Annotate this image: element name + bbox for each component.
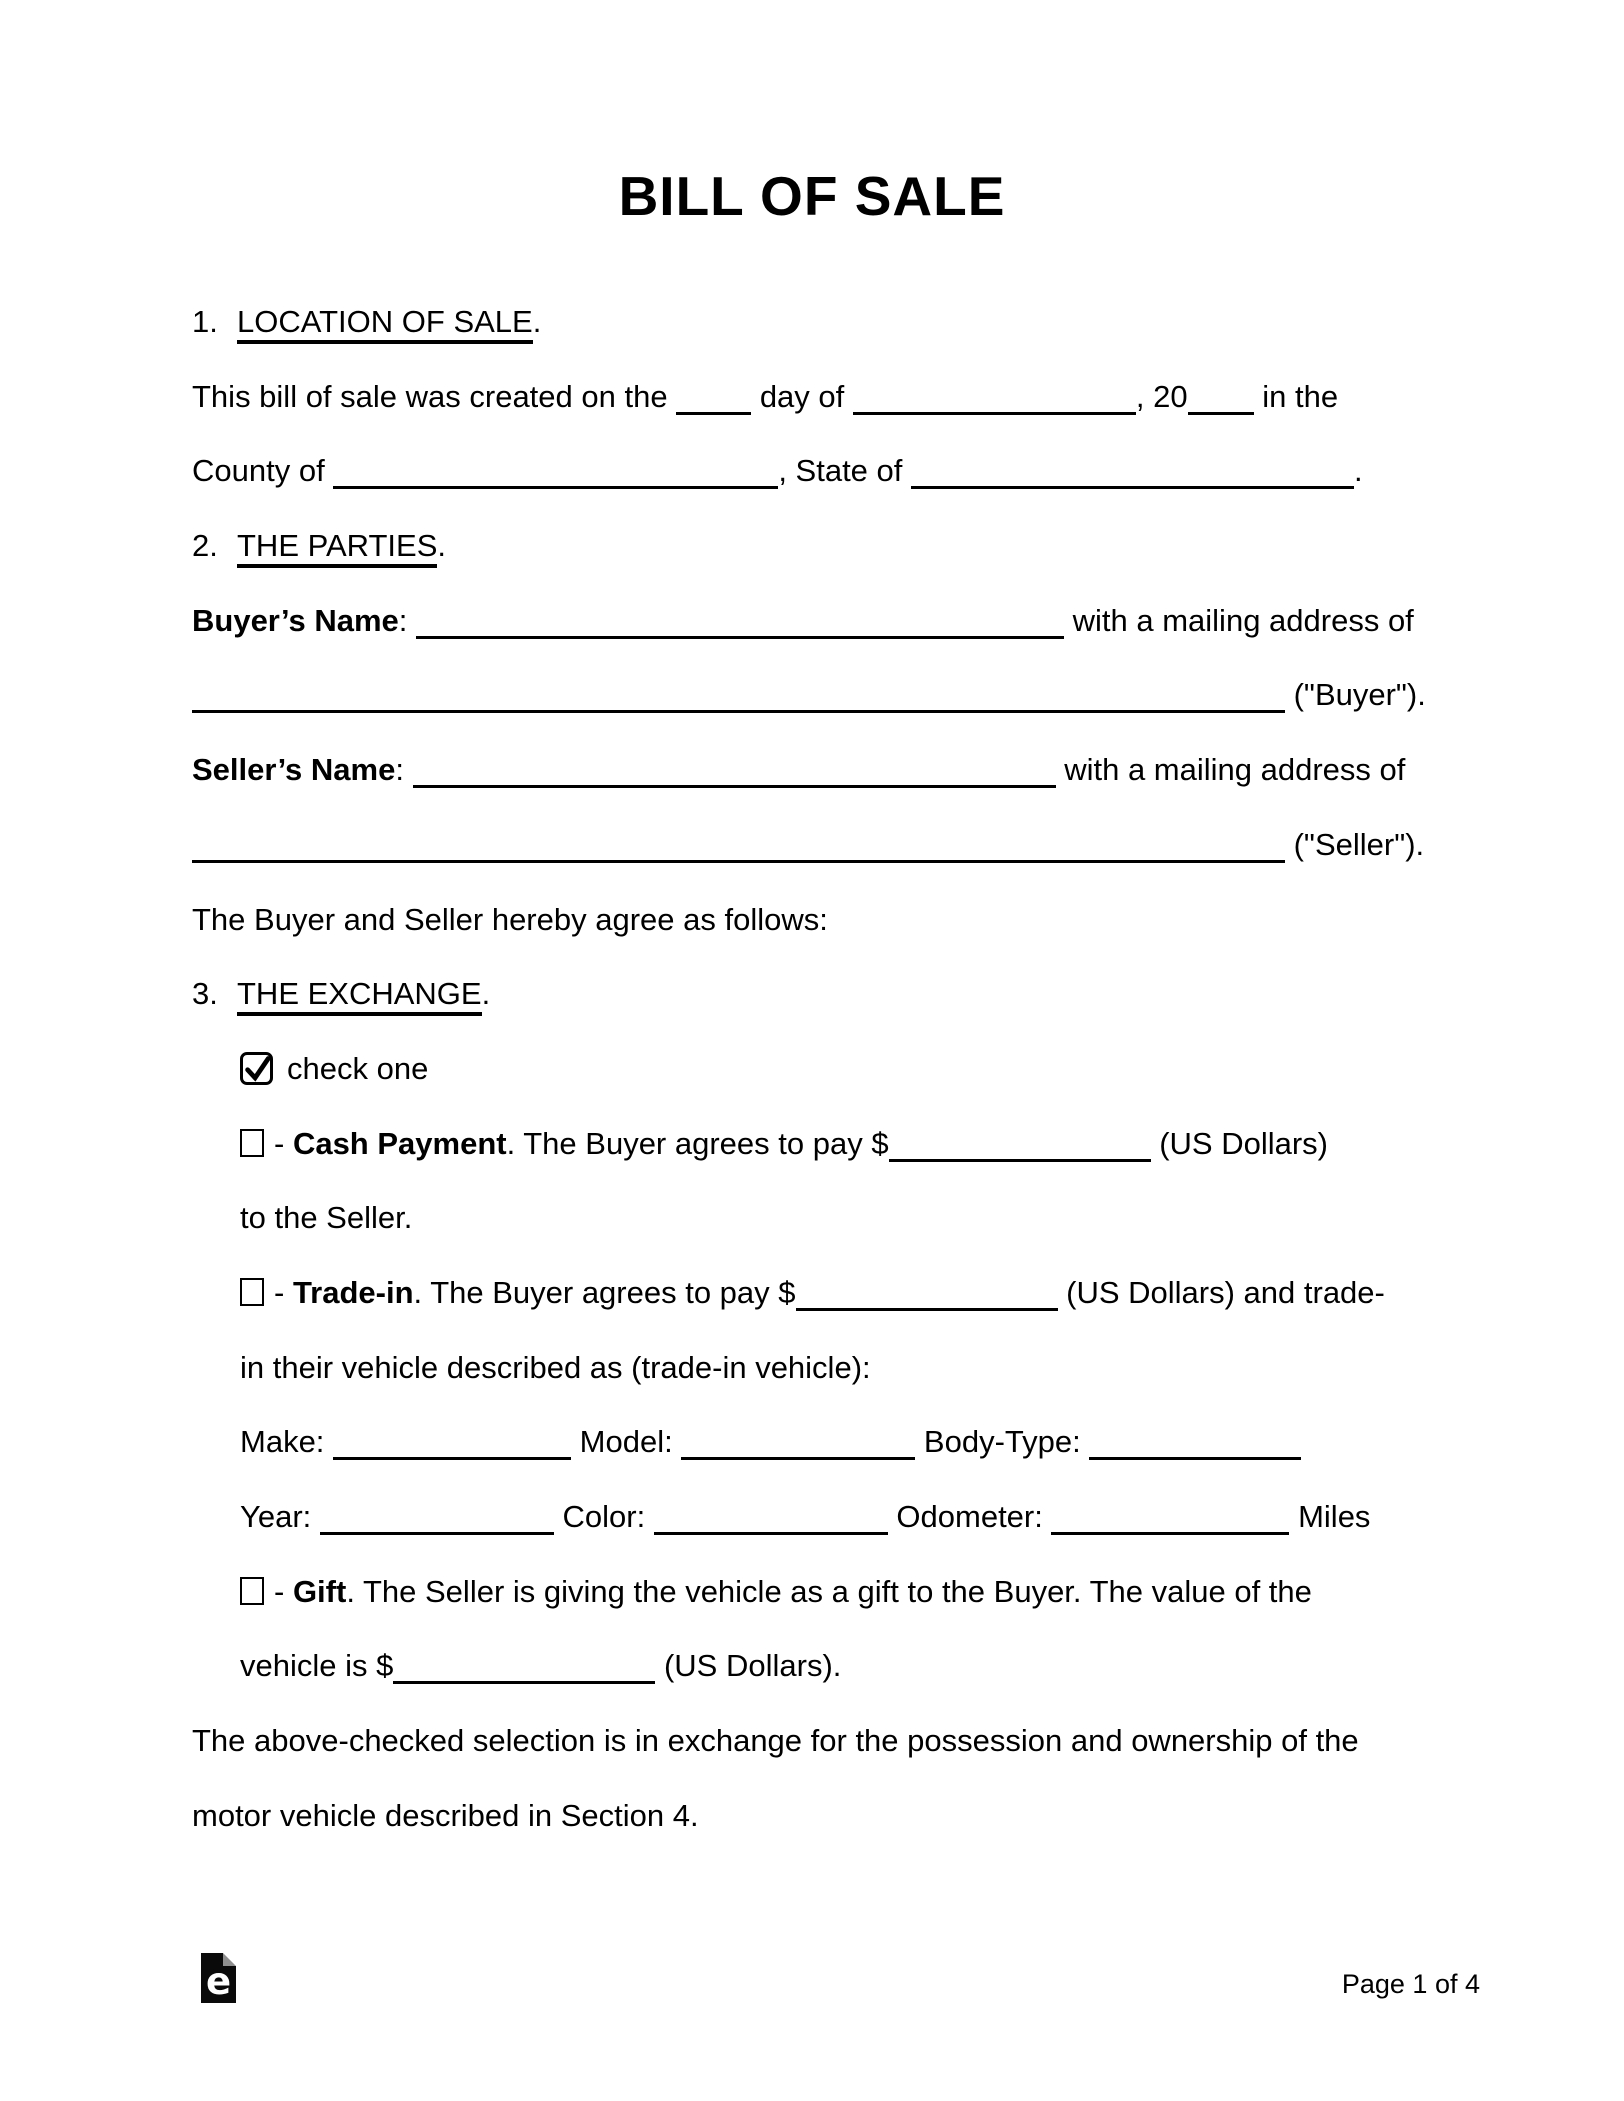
text-segment: . The Seller is giving the vehicle as a gift to the Buyer. The value of the bbox=[346, 1573, 1312, 1609]
line-buyer-address bbox=[192, 658, 1462, 733]
checkbox-unchecked[interactable] bbox=[240, 1577, 264, 1605]
line-make-model-bodytype bbox=[192, 1405, 1462, 1480]
fill-in-blank[interactable] bbox=[393, 1669, 655, 1684]
text-segment: . bbox=[1354, 453, 1363, 489]
fill-in-blank[interactable] bbox=[413, 773, 1056, 788]
check-icon bbox=[242, 1052, 272, 1085]
text-segment: with a mailing address of bbox=[1055, 752, 1406, 788]
line-created-date bbox=[192, 360, 1462, 435]
text-segment: County of bbox=[192, 453, 334, 489]
text-segment: with a mailing address of bbox=[1064, 602, 1414, 638]
text-segment: - bbox=[274, 1125, 293, 1161]
heading-the-parties bbox=[192, 509, 1462, 584]
text-segment: Seller’s Name bbox=[192, 752, 396, 788]
document-lines bbox=[192, 285, 1462, 1853]
line-check-one bbox=[192, 1032, 1462, 1107]
fill-in-blank[interactable] bbox=[796, 1296, 1058, 1311]
text-segment: 1. bbox=[192, 304, 218, 339]
text-segment: Year: bbox=[240, 1499, 320, 1534]
text-segment: The Buyer and Seller hereby agree as follows: bbox=[192, 901, 828, 937]
text-segment: Miles bbox=[1289, 1499, 1371, 1534]
text-segment: , 20 bbox=[1135, 378, 1188, 414]
text-segment: Trade-in bbox=[292, 1274, 414, 1310]
fill-in-blank[interactable] bbox=[654, 1520, 888, 1535]
text-segment: This bill of sale was created on the bbox=[192, 378, 677, 414]
text-segment: ("Buyer"). bbox=[1285, 677, 1426, 713]
text-segment: 2. bbox=[192, 528, 218, 564]
fill-in-blank[interactable] bbox=[853, 400, 1136, 415]
text-segment: Buyer’s Name bbox=[192, 602, 399, 638]
fill-in-blank[interactable] bbox=[676, 400, 751, 415]
text-segment: - bbox=[274, 1274, 293, 1310]
folded-corner-icon bbox=[223, 1953, 236, 1966]
line-gift-value bbox=[192, 1629, 1462, 1704]
text-segment: . The Buyer agrees to pay $ bbox=[413, 1274, 796, 1310]
text-segment: vehicle is $ bbox=[240, 1648, 394, 1684]
fill-in-blank[interactable] bbox=[1188, 400, 1254, 415]
text-segment: to the Seller. bbox=[240, 1200, 413, 1236]
line-agreement-intro bbox=[192, 883, 1462, 958]
fill-in-blank[interactable] bbox=[889, 1147, 1151, 1162]
text-segment: THE EXCHANGE bbox=[237, 976, 482, 1016]
text-segment: . bbox=[532, 304, 542, 339]
text-segment: Gift bbox=[292, 1573, 347, 1609]
text-segment: LOCATION OF SALE bbox=[237, 304, 533, 344]
text-segment: Model: bbox=[571, 1424, 682, 1460]
line-seller-name bbox=[192, 733, 1462, 808]
document-title: BILL OF SALE bbox=[618, 165, 1006, 227]
line-trade-in-vehicle bbox=[192, 1331, 1462, 1406]
text-segment: (US Dollars) bbox=[1150, 1125, 1328, 1161]
eforms-logo-letter: e bbox=[205, 1959, 232, 2003]
line-exchange-clause-1 bbox=[192, 1704, 1462, 1779]
fill-in-blank[interactable] bbox=[1089, 1445, 1301, 1460]
line-year-color-odometer bbox=[192, 1480, 1462, 1555]
fill-in-blank[interactable] bbox=[681, 1445, 915, 1460]
line-option-gift bbox=[192, 1555, 1462, 1630]
fill-in-blank[interactable] bbox=[333, 1445, 571, 1460]
text-segment: . bbox=[437, 528, 447, 564]
text-segment: ("Seller"). bbox=[1285, 826, 1425, 862]
text-segment: in the bbox=[1253, 378, 1339, 414]
line-county-state bbox=[192, 434, 1462, 509]
page-number-label: Page 1 of 4 bbox=[1341, 1969, 1480, 1999]
heading-the-exchange bbox=[192, 957, 1462, 1032]
text-segment: - bbox=[274, 1573, 293, 1609]
line-exchange-clause-2 bbox=[192, 1779, 1462, 1854]
text-segment: in their vehicle described as (trade-in vehicle): bbox=[240, 1349, 871, 1385]
text-segment: Body-Type: bbox=[915, 1424, 1090, 1460]
text-segment: Cash Payment bbox=[292, 1125, 507, 1161]
line-seller-address bbox=[192, 808, 1462, 883]
fill-in-blank[interactable] bbox=[320, 1520, 554, 1535]
text-segment: , State of bbox=[778, 453, 912, 489]
checkbox-unchecked[interactable] bbox=[240, 1278, 264, 1306]
text-segment: check one bbox=[287, 1050, 429, 1086]
text-segment: motor vehicle described in Section 4. bbox=[192, 1797, 699, 1833]
checkbox-unchecked[interactable] bbox=[240, 1129, 264, 1157]
text-segment: The above-checked selection is in exchange for the possession and ownership of the bbox=[192, 1723, 1359, 1759]
text-segment: THE PARTIES bbox=[237, 528, 437, 568]
fill-in-blank[interactable] bbox=[192, 848, 1285, 863]
text-segment: Odometer: bbox=[887, 1499, 1052, 1534]
fill-in-blank[interactable] bbox=[192, 698, 1285, 713]
text-segment: 3. bbox=[192, 976, 218, 1012]
eforms-logo bbox=[201, 1953, 236, 2003]
fill-in-blank[interactable] bbox=[333, 474, 778, 489]
checkbox-checked[interactable] bbox=[240, 1052, 273, 1085]
fill-in-blank[interactable] bbox=[911, 474, 1354, 489]
text-segment: Color: bbox=[553, 1499, 654, 1534]
text-segment: . bbox=[481, 976, 491, 1012]
text-segment: Make: bbox=[240, 1424, 334, 1460]
line-option-trade-in bbox=[192, 1256, 1462, 1331]
text-segment: . The Buyer agrees to pay $ bbox=[506, 1125, 889, 1161]
text-segment: (US Dollars). bbox=[655, 1648, 842, 1684]
fill-in-blank[interactable] bbox=[416, 624, 1064, 639]
text-segment: : bbox=[398, 602, 417, 638]
text-segment: : bbox=[395, 752, 413, 788]
text-segment: (US Dollars) and trade- bbox=[1057, 1274, 1385, 1310]
line-to-the-seller bbox=[192, 1181, 1462, 1256]
line-option-cash-payment bbox=[192, 1107, 1462, 1182]
text-segment: day of bbox=[751, 378, 853, 414]
heading-location-of-sale bbox=[192, 285, 1462, 360]
fill-in-blank[interactable] bbox=[1051, 1520, 1289, 1535]
line-buyer-name bbox=[192, 584, 1462, 659]
